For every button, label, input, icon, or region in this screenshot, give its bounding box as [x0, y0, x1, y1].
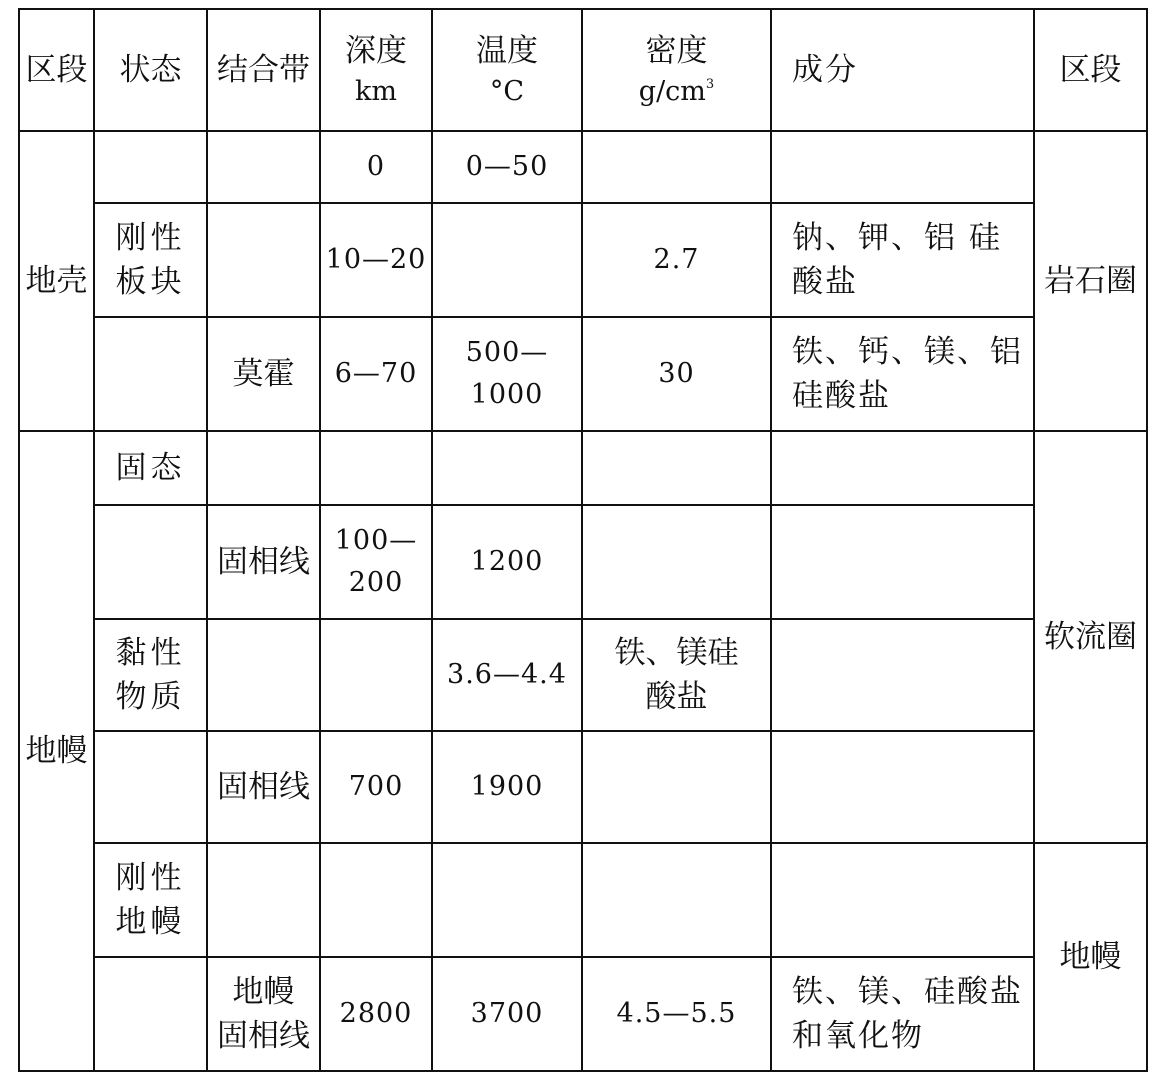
temp-cell: [432, 505, 582, 619]
temp-cell-line: 1000: [470, 379, 544, 410]
header-temp-unit: °C: [489, 75, 525, 107]
table-row: [19, 843, 1147, 957]
header-depth-label: 深度: [345, 32, 407, 69]
state-cell: [94, 619, 207, 731]
depth-cell: [320, 317, 432, 431]
depth-cell-line: 2800: [339, 998, 413, 1030]
temp-cell-line: 500—: [465, 337, 549, 369]
earth-layers-table: [18, 8, 1148, 1072]
state-cell-line: 固态: [115, 449, 186, 486]
temp-cell: [432, 203, 582, 317]
composition-cell: [771, 843, 1034, 957]
temp-cell-line: 1200: [470, 546, 544, 578]
density-cell-line: 酸盐: [645, 679, 708, 715]
composition-cell: [771, 619, 1034, 731]
band-cell-line: 固相线: [217, 543, 310, 580]
zone-lithosphere: 岩石圈: [1034, 131, 1147, 431]
state-cell: [94, 431, 207, 505]
header-band: 结合带: [207, 9, 320, 131]
density-cell: [582, 957, 771, 1071]
temp-cell-line: 0—50: [465, 151, 549, 183]
header-temp: [432, 9, 582, 131]
temp-cell-line: 3.6—4.4: [447, 659, 567, 691]
table-row: [19, 203, 1147, 317]
temp-cell: [432, 843, 582, 957]
band-cell: [207, 505, 320, 619]
state-cell-line: 刚性: [115, 219, 186, 256]
table-row: [19, 317, 1147, 431]
depth-cell: [320, 505, 432, 619]
band-cell-line: 莫霍: [232, 355, 295, 392]
density-cell: [582, 203, 771, 317]
header-state: 状态: [94, 9, 207, 131]
zone-mantle: 地幔: [1034, 843, 1147, 1071]
density-cell: [582, 843, 771, 957]
composition-cell: [771, 317, 1034, 431]
depth-cell: [320, 619, 432, 731]
header-density-unit-wrap: [583, 73, 770, 111]
depth-cell-line: 100—: [334, 525, 418, 557]
depth-cell-line: 700: [348, 771, 404, 803]
band-cell: [207, 431, 320, 505]
temp-cell-line: 1900: [470, 771, 544, 803]
header-temp-label: 温度: [476, 32, 538, 69]
table-row: [19, 431, 1147, 505]
band-cell: [207, 731, 320, 843]
density-cell: [582, 731, 771, 843]
band-cell-line: 固相线: [217, 768, 310, 805]
band-cell: [207, 131, 320, 203]
state-cell: [94, 505, 207, 619]
state-cell: [94, 957, 207, 1071]
depth-cell: [320, 431, 432, 505]
composition-cell-line: 钠、钾、铝 硅: [792, 219, 1002, 256]
temp-cell: [432, 131, 582, 203]
temp-cell: [432, 731, 582, 843]
depth-cell-line: 10—20: [325, 244, 427, 276]
header-density-label: 密度: [645, 32, 708, 69]
composition-cell-line: 铁、镁、硅酸盐: [792, 973, 1023, 1010]
depth-cell: [320, 203, 432, 317]
temp-cell: [432, 957, 582, 1071]
density-cell-line: 4.5—5.5: [616, 998, 737, 1030]
header-density-unit: g/cm: [638, 75, 706, 107]
state-cell: [94, 131, 207, 203]
state-cell-line: 物质: [115, 679, 186, 715]
composition-cell: [771, 957, 1034, 1071]
density-cell: [582, 131, 771, 203]
composition-cell-line: 硅酸盐: [792, 378, 891, 414]
density-cell-line: 30: [658, 358, 695, 390]
header-zone-right: 区段: [1034, 9, 1147, 131]
state-cell: [94, 317, 207, 431]
state-cell: [94, 731, 207, 843]
temp-cell: [432, 317, 582, 431]
depth-cell-line: 6—70: [334, 358, 418, 390]
composition-cell: [771, 431, 1034, 505]
density-cell: [582, 619, 771, 731]
density-cell: [582, 317, 771, 431]
table-row: [19, 619, 1147, 731]
composition-cell-line: 铁、钙、镁、铝: [792, 333, 1023, 370]
state-cell-line: 地幔: [115, 904, 186, 940]
header-depth-unit: km: [355, 75, 397, 107]
table-row: [19, 957, 1147, 1071]
depth-cell: [320, 731, 432, 843]
composition-cell: [771, 131, 1034, 203]
state-cell-line: 黏性: [115, 634, 186, 671]
temp-cell-line: 3700: [470, 998, 544, 1030]
composition-cell: [771, 505, 1034, 619]
density-cell: [582, 431, 771, 505]
band-cell: [207, 843, 320, 957]
state-cell: [94, 203, 207, 317]
header-composition: 成分: [771, 9, 1034, 131]
depth-cell: [320, 843, 432, 957]
zone-crust: 地壳: [19, 131, 94, 431]
band-cell: [207, 203, 320, 317]
temp-cell: [432, 619, 582, 731]
zone-mantle: 地幔: [19, 431, 94, 1071]
composition-cell: [771, 731, 1034, 843]
composition-cell-line: 酸盐: [792, 264, 858, 300]
header-density: [582, 9, 771, 131]
band-cell: [207, 317, 320, 431]
depth-cell-line: 200: [348, 567, 404, 598]
density-cell-line: 铁、镁硅: [614, 634, 739, 671]
temp-cell: [432, 431, 582, 505]
header-zone: 区段: [19, 9, 94, 131]
table-row: [19, 731, 1147, 843]
depth-cell: [320, 131, 432, 203]
state-cell-line: 板块: [115, 264, 186, 300]
header-density-unit-exp: 3: [705, 76, 715, 92]
depth-cell: [320, 957, 432, 1071]
state-cell-line: 刚性: [115, 859, 186, 896]
header-depth: [320, 9, 432, 131]
band-cell: [207, 957, 320, 1071]
density-cell-line: 2.7: [653, 244, 700, 276]
table-row: [19, 131, 1147, 203]
zone-asthenosphere: 软流圈: [1034, 431, 1147, 843]
header-row: [19, 9, 1147, 131]
composition-cell: [771, 203, 1034, 317]
table-row: [19, 505, 1147, 619]
composition-cell-line: 和氧化物: [792, 1018, 924, 1054]
band-cell-line: 固相线: [217, 1018, 310, 1054]
depth-cell-line: 0: [366, 151, 386, 183]
state-cell: [94, 843, 207, 957]
density-cell: [582, 505, 771, 619]
band-cell-line: 地幔: [232, 973, 295, 1010]
band-cell: [207, 619, 320, 731]
